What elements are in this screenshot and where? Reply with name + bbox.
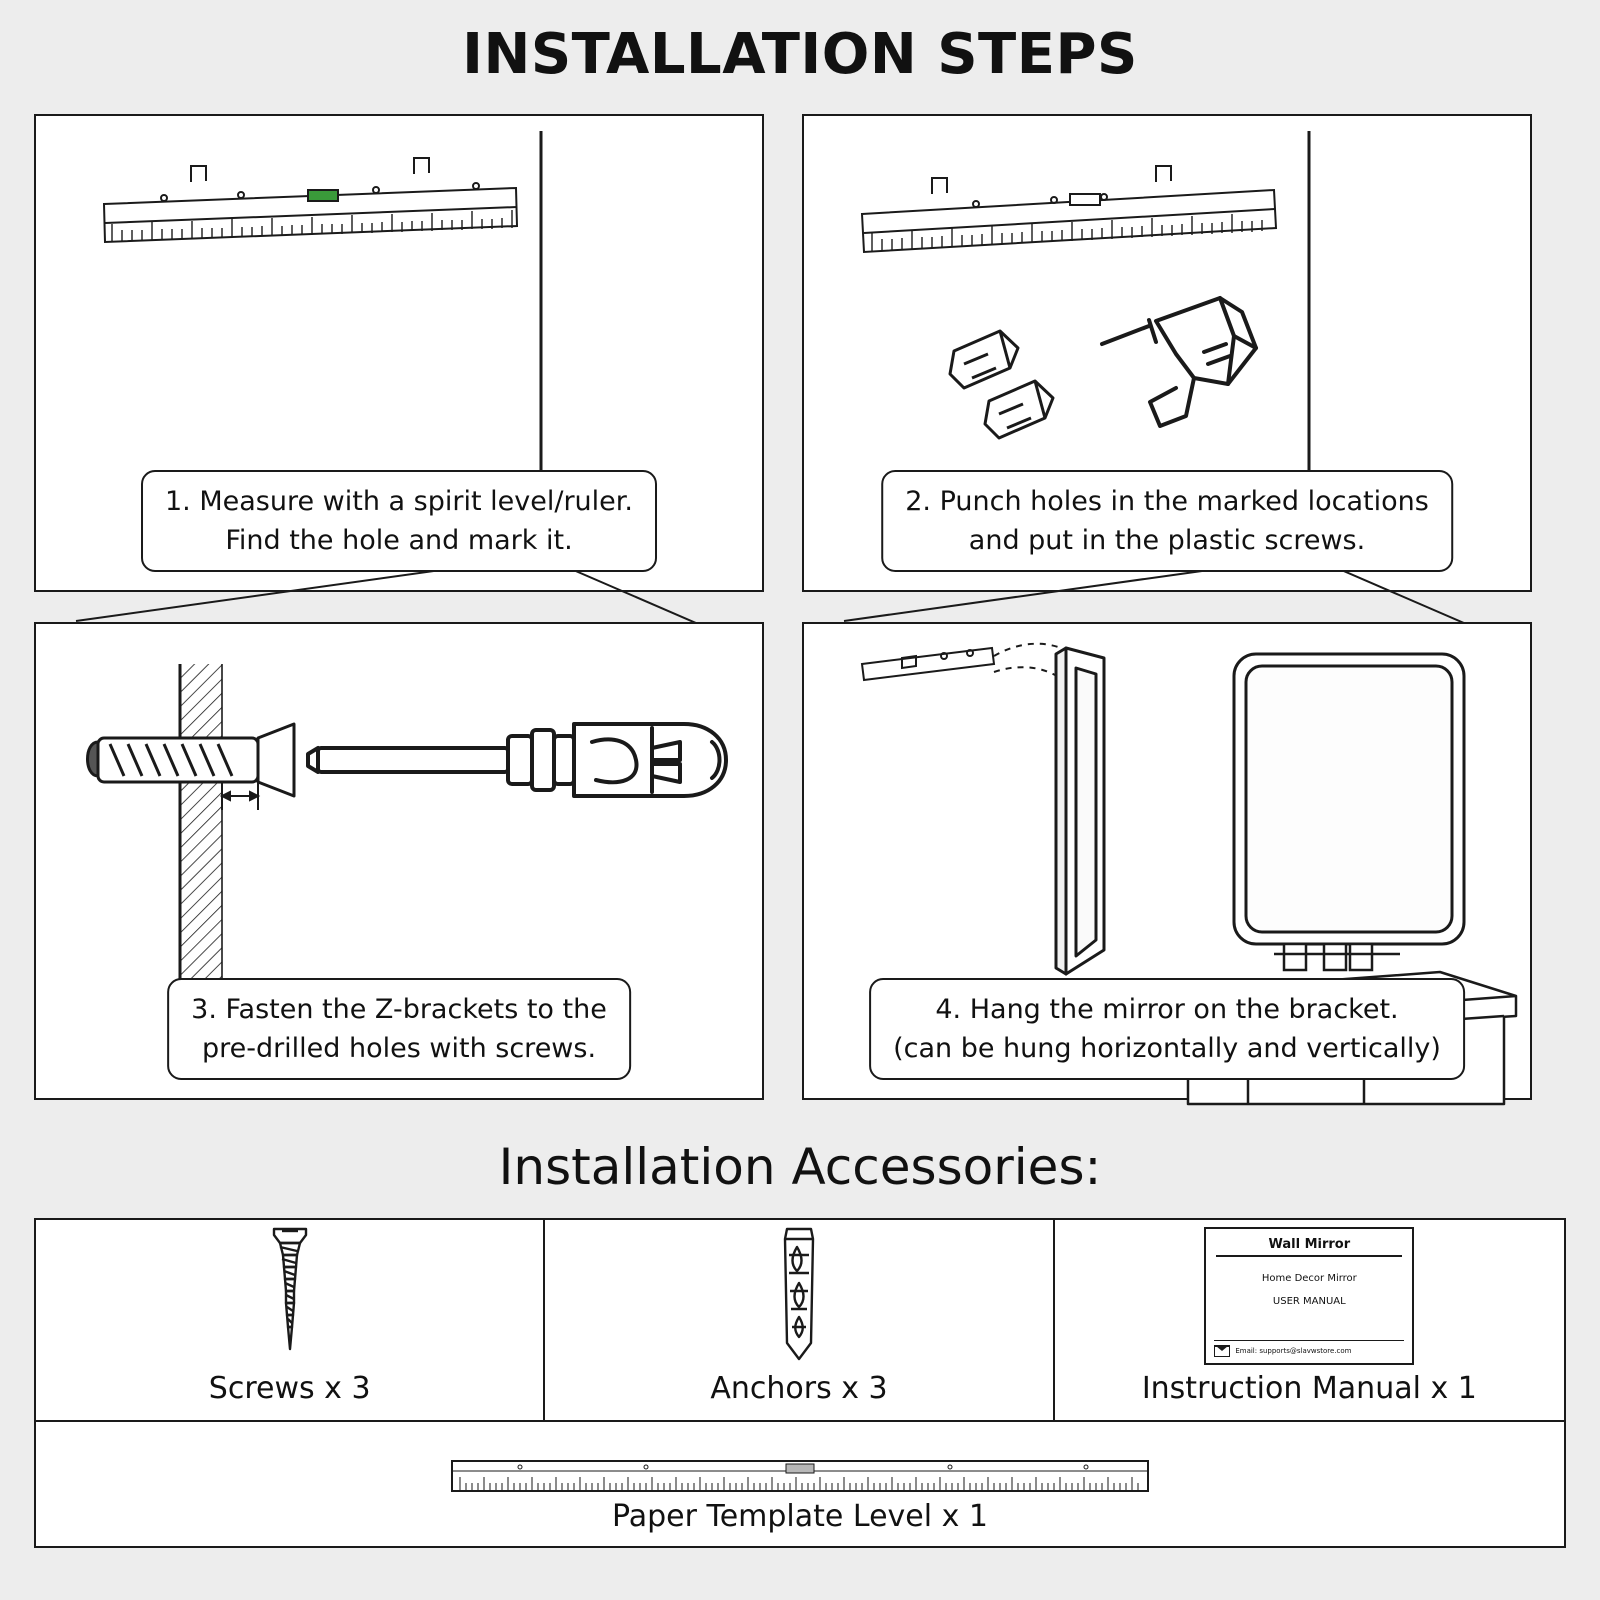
manual-cover — [1204, 1227, 1414, 1365]
accessory-cell-anchors — [545, 1220, 1054, 1420]
anchor-icon — [545, 1220, 1052, 1371]
accessories-heading: Installation Accessories: — [498, 1138, 1102, 1196]
step-3-caption — [167, 978, 631, 1080]
accessory-label-template: Paper Template Level x 1 — [611, 1499, 989, 1534]
step-card-4 — [802, 622, 1532, 1100]
manual-subtitle: Home Decor Mirror — [1261, 1272, 1357, 1284]
step-1-caption-line1: 1. Measure with a spirit level/ruler. — [165, 485, 633, 517]
step-2-caption — [881, 470, 1453, 572]
page-title: INSTALLATION STEPS — [462, 22, 1138, 87]
envelope-icon — [1214, 1345, 1230, 1357]
accessory-label-screws: Screws x 3 — [208, 1371, 371, 1406]
manual-title: Wall Mirror — [1216, 1237, 1402, 1257]
step-1-caption-line2: Find the hole and mark it. — [225, 524, 573, 556]
step-1-caption — [141, 470, 657, 572]
accessories-row — [36, 1220, 1564, 1420]
manual-usermanual-text: USER MANUAL — [1272, 1295, 1346, 1307]
accessories-table — [34, 1218, 1566, 1548]
steps-grid — [34, 114, 1566, 1100]
step-3-caption-line1: 3. Fasten the Z-brackets to the — [191, 993, 607, 1025]
screw-icon — [36, 1220, 543, 1371]
step-card-2 — [802, 114, 1532, 592]
step-4-caption-line1: 4. Hang the mirror on the bracket. — [935, 993, 1399, 1025]
accessory-label-manual: Instruction Manual x 1 — [1141, 1371, 1477, 1406]
manual-footer — [1214, 1340, 1404, 1357]
manual-icon — [1055, 1220, 1564, 1371]
paper-ruler-icon — [450, 1455, 1150, 1499]
step-2-caption-line2: and put in the plastic screws. — [968, 524, 1366, 556]
accessory-cell-screws — [36, 1220, 545, 1420]
manual-contact: Email: supports@slavwstore.com — [1235, 1346, 1352, 1355]
step-3-caption-line2: pre-drilled holes with screws. — [201, 1032, 597, 1064]
accessory-cell-manual — [1055, 1220, 1564, 1420]
accessory-cell-template — [36, 1420, 1564, 1546]
step-4-caption-line2: (can be hung horizontally and vertically) — [893, 1032, 1441, 1064]
step-4-caption — [869, 978, 1465, 1080]
step-card-3 — [34, 622, 764, 1100]
accessory-label-anchors: Anchors x 3 — [710, 1371, 888, 1406]
step-card-1 — [34, 114, 764, 592]
step-2-caption-line1: 2. Punch holes in the marked locations — [905, 485, 1429, 517]
